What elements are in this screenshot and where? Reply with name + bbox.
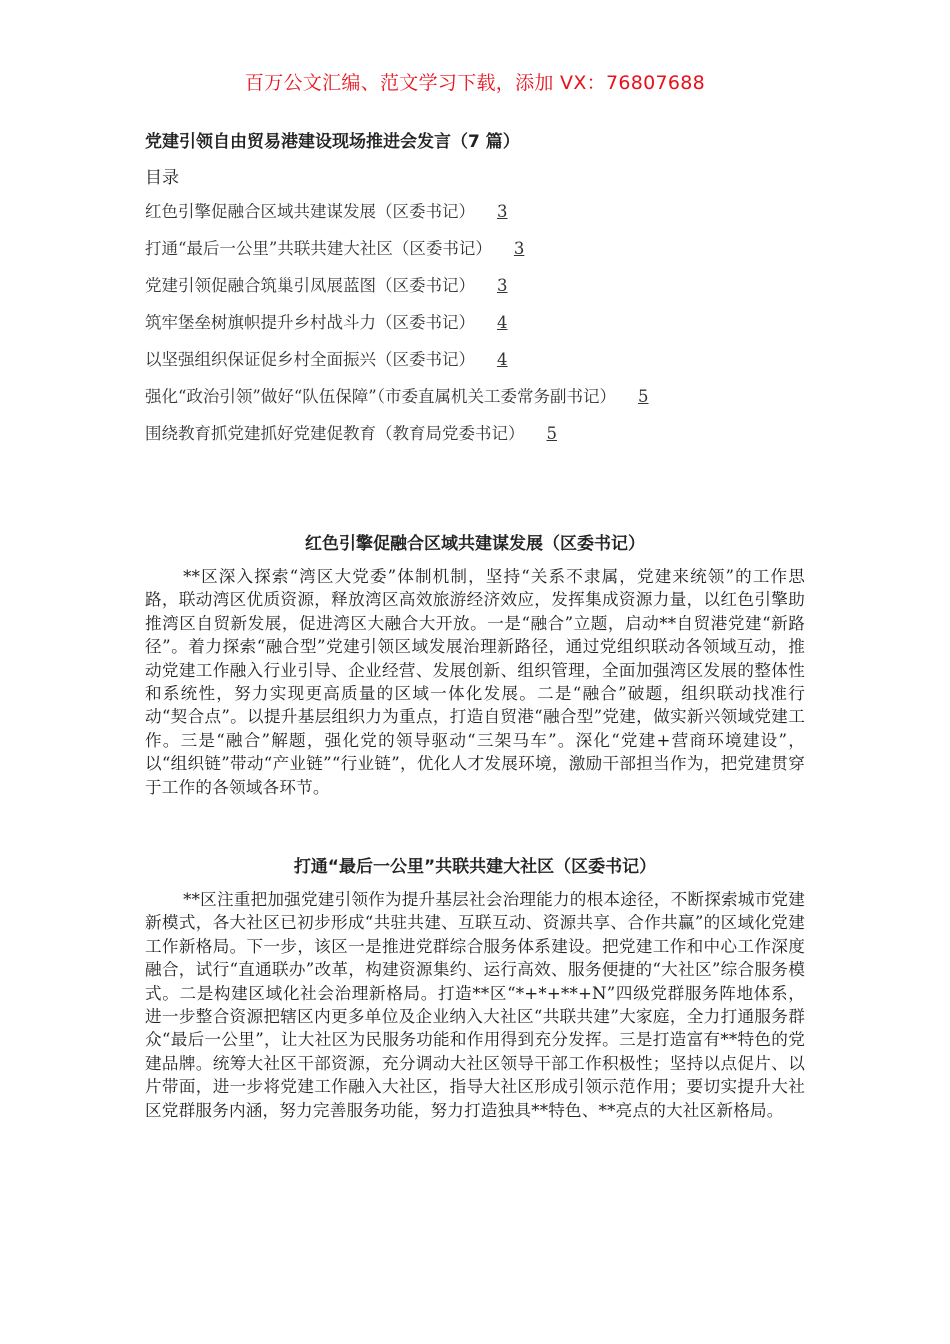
toc-page-link[interactable]: 5 bbox=[638, 387, 649, 406]
toc-entry[interactable] bbox=[145, 237, 649, 274]
toc-page-link[interactable]: 4 bbox=[497, 350, 508, 369]
section-heading: 打通“最后一公里”共联共建大社区（区委书记） bbox=[293, 857, 657, 877]
speech-section bbox=[145, 532, 805, 799]
toc-entry-label: 以坚强组织保证促乡村全面振兴（区委书记） bbox=[145, 350, 475, 369]
toc-entry-label: 围绕教育抓党建抓好党建促教育（教育局党委书记） bbox=[145, 424, 525, 443]
section-body: **区注重把加强党建引领作为提升基层社会治理能力的根本途径，不断探索城市党建新模式，各大社区已初步形成“共驻共建、互联互动、资源共享、合作共赢”的区域化党建工作新格局。下一步，该区一是推进党群综合服务体系建设。把党建工作和中心工作深度融合，试行“直通联办”改革，构建资源集约、运行高效、服务便捷的“大社区”综合服务模式。二是构建区域化社会治理新格局。打造**区“*+*+**+N”四级党群服务阵地体系，进一步整合资源把辖区内更多单位及企业纳入大社区“共联共建”大家庭，全力打通服务群众“最后一公里”，让大社区为民服务功能和作用得到充分发挥。三是打造富有**特色的党建品牌。统筹大社区干部资源，充分调动大社区领导干部工作积极性；坚持以点促片、以片带面，进一步将党建工作融入大社区，指导大社区形成引领示范作用；要切实提升大社区党群服务内涵，努力完善服务功能，努力打造独具**特色、**亮点的大社区新格局。 bbox=[145, 890, 805, 1120]
toc-page-link[interactable]: 3 bbox=[513, 239, 525, 258]
toc-entry-label: 打通“最后一公里”共联共建大社区（区委书记） bbox=[145, 239, 492, 258]
toc-page-link[interactable]: 3 bbox=[497, 276, 508, 295]
toc-entry[interactable] bbox=[145, 385, 649, 422]
toc-entry-label: 红色引擎促融合区域共建谋发展（区委书记） bbox=[145, 202, 475, 221]
toc-entry-label: 强化“政治引领”做好“队伍保障”（市委直属机关工委常务副书记） bbox=[145, 387, 616, 406]
toc-entry[interactable] bbox=[145, 348, 649, 385]
table-of-contents bbox=[145, 200, 649, 459]
toc-entry[interactable] bbox=[145, 311, 649, 348]
toc-entry[interactable] bbox=[145, 274, 649, 311]
toc-page-link[interactable]: 4 bbox=[497, 313, 508, 332]
toc-page-link[interactable]: 5 bbox=[546, 424, 557, 443]
toc-entry[interactable] bbox=[145, 422, 649, 459]
toc-entry-label: 党建引领促融合筑巢引凤展蓝图（区委书记） bbox=[145, 276, 475, 295]
toc-page-link[interactable]: 3 bbox=[497, 202, 508, 221]
speech-section bbox=[145, 855, 805, 1122]
section-heading: 红色引擎促融合区域共建谋发展（区委书记） bbox=[305, 534, 645, 554]
document-title: 党建引领自由贸易港建设现场推进会发言（7 篇） bbox=[145, 132, 520, 152]
toc-entry[interactable] bbox=[145, 200, 649, 237]
toc-heading: 目录 bbox=[145, 168, 179, 188]
section-body: **区深入探索“湾区大党委”体制机制，坚持“关系不隶属，党建来统领”的工作思路，联动湾区优质资源，释放湾区高效旅游经济效应，发挥集成资源力量，以红色引擎助推湾区自贸新发展，促进湾区大融合大开放。一是“融合”立题，启动**自贸港党建“新路径”。着力探索“融合型”党建引领区域发展治理新路径，通过党组织联动各领域互动，推动党建工作融入行业引导、企业经营、发展创新、组织管理，全面加强湾区发展的整体性和系统性，努力实现更高质量的区域一体化发展。二是“融合”破题，组织联动找准行动“契合点”。以提升基层组织力为重点，打造自贸港“融合型”党建，做实新兴领域党建工作。三是“融合”解题，强化党的领导驱动“三架马车”。深化“党建+营商环境建设”，以“组织链”带动“产业链”“行业链”，优化人才发展环境，激励干部担当作为，把党建贯穿于工作的各领域各环节。 bbox=[145, 567, 805, 797]
toc-entry-label: 筑牢堡垒树旗帜提升乡村战斗力（区委书记） bbox=[145, 313, 475, 332]
watermark-banner: 百万公文汇编、范文学习下载，添加 VX：76807688 bbox=[244, 72, 706, 94]
